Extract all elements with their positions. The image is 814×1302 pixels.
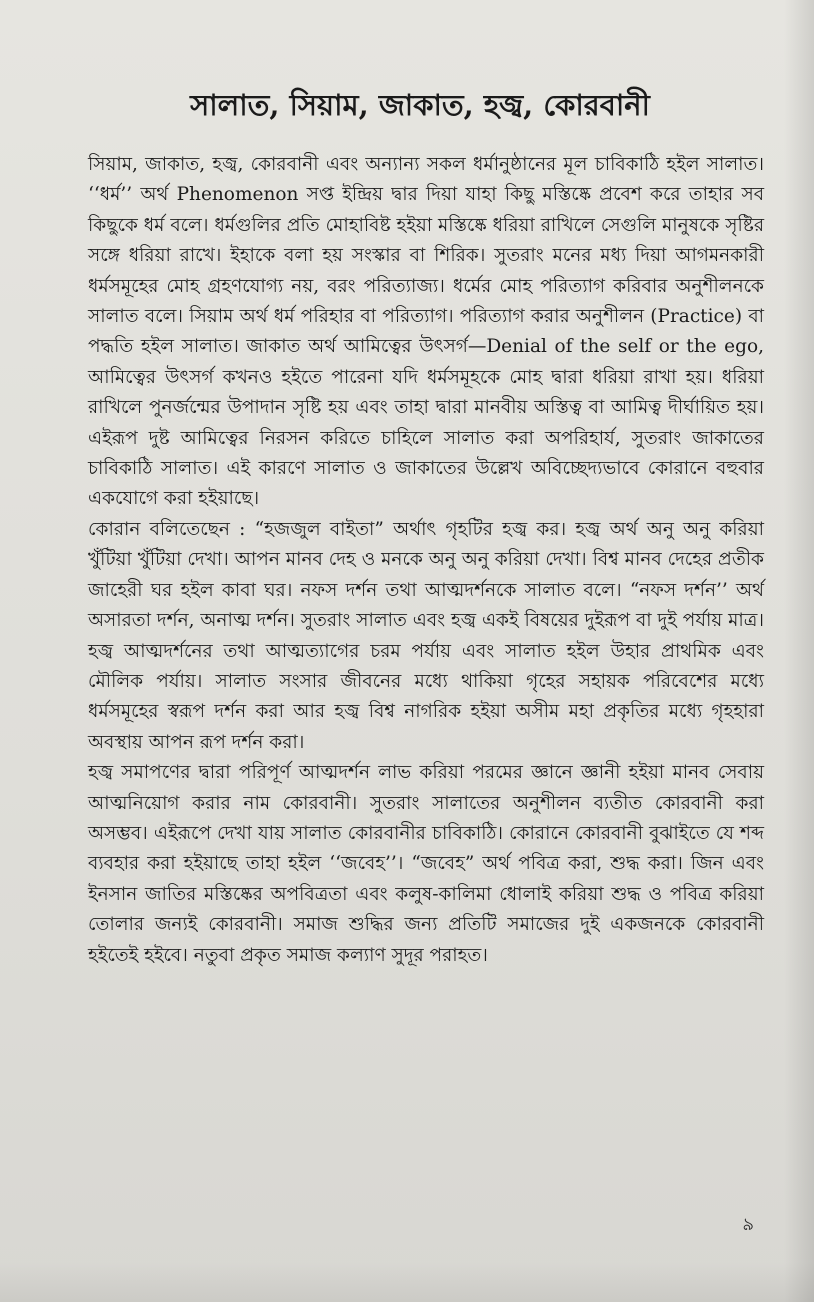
paragraph-hajj: কোরান বলিতেছেন : “হজজুল বাইতা” অর্থাৎ গৃহটির হজ্ব কর। হজ্ব অর্থ অনু অনু করিয়া খুঁটিয়া খুঁটিয়া দেখা। আপন মানব দেহ ও মনকে অনু অনু করিয়া দেখা। বিশ্ব মানব দেহের প্রতীক জাহেরী ঘর হইল কাবা ঘর। নফস দর্শন তথা আত্মদর্শনকে সালাত বলে। “নফস দর্শন’’ অর্থ অসারতা দর্শন, অনাত্ম দর্শন। সুতরাং সালাত এবং হজ্ব একই বিষয়ের দুইরূপ বা দুই পর্যায় মাত্র। হজ্ব আত্মদর্শনের তথা আত্মত্যাগের চরম পর্যায় এবং সালাত হইল উহার প্রাথমিক এবং মৌলিক পর্যায়। সালাত সংসার জীবনের মধ্যে থাকিয়া গৃহের সহায়ক পরিবেশের মধ্যে ধর্মসমূহের স্বরূপ দর্শন করা আর হজ্ব বিশ্ব নাগরিক হইয়া অসীম মহা প্রকৃতির মধ্যে গৃহহারা অবস্থায় আপন রূপ দর্শন করা। — [88, 518, 764, 753]
page-edge-shadow — [784, 0, 814, 1302]
body-text — [88, 150, 764, 971]
page-number: ৯ — [742, 1214, 754, 1235]
page-bottom-shadow — [0, 1262, 814, 1302]
page-title: সালাত, সিয়াম, জাকাত, হজ্ব, কোরবানী — [190, 88, 650, 122]
paragraph-qurbani: হজ্ব সমাপণের দ্বারা পরিপূর্ণ আত্মদর্শন লাভ করিয়া পরমের জ্ঞানে জ্ঞানী হইয়া মানব সেবায় আত্মনিয়োগ করার নাম কোরবানী। সুতরাং সালাতের অনুশীলন ব্যতীত কোরবানী করা অসম্ভব। এইরূপে দেখা যায় সালাত কোরবানীর চাবিকাঠি। কোরানে কোরবানী বুঝাইতে যে শব্দ ব্যবহার করা হইয়াছে তাহা হইল ‘‘জবেহ’’। “জবেহ” অর্থ পবিত্র করা, শুদ্ধ করা। জিন এবং ইনসান জাতির মস্তিষ্কের অপবিত্রতা এবং কলুষ-কালিমা ধোলাই করিয়া শুদ্ধ ও পবিত্র করিয়া তোলার জন্যই কোরবানী। সমাজ শুদ্ধির জন্য প্রতিটি সমাজের দুই একজনকে কোরবানী হইতেই হইবে। নতুবা প্রকৃত সমাজ কল্যাণ সুদূর পরাহত। — [88, 762, 764, 966]
paragraph-salat: সিয়াম, জাকাত, হজ্ব, কোরবানী এবং অন্যান্য সকল ধর্মানুষ্ঠানের মূল চাবিকাঠি হইল সালাত। ‘‘ধর্ম’’ অর্থ Phenomenon সপ্ত ইন্দ্রিয় দ্বার দিয়া যাহা কিছু মস্তিষ্কে প্রবেশ করে তাহার সব কিছুকে ধর্ম বলে। ধর্মগুলির প্রতি মোহাবিষ্ট হইয়া মস্তিষ্কে ধরিয়া রাখিলে সেগুলি মানুষকে সৃষ্টির সঙ্গে ধরিয়া রাখে। ইহাকে বলা হয় সংস্কার বা শিরিক। সুতরাং মনের মধ্য দিয়া আগমনকারী ধর্মসমূহের মোহ গ্রহণযোগ্য নয়, বরং পরিত্যাজ্য। ধর্মের মোহ পরিত্যাগ করিবার অনুশীলনকে সালাত বলে। সিয়াম অর্থ ধর্ম পরিহার বা পরিত্যাগ। পরিত্যাগ করার অনুশীলন (Practice) বা পদ্ধতি হইল সালাত। জাকাত অর্থ আমিত্বের উৎসর্গ—Denial of the self or the ego, আমিত্বের উৎসর্গ কখনও হইতে পারেনা যদি ধর্মসমূহকে মোহ দ্বারা ধরিয়া রাখা হয়। ধরিয়া রাখিলে পুনর্জন্মের উপাদান সৃষ্টি হয় এবং তাহা দ্বারা মানবীয় অস্তিত্ব বা আমিত্ব দীর্ঘায়িত হয়। এইরূপ দুষ্ট আমিত্বের নিরসন করিতে চাহিলে সালাত করা অপরিহার্য, সুতরাং জাকাতের চাবিকাঠি সালাত। এই কারণে সালাত ও জাকাতের উল্লেখ অবিচ্ছেদ্যভাবে কোরানে বহুবার একযোগে করা হইয়াছে। — [88, 154, 764, 510]
